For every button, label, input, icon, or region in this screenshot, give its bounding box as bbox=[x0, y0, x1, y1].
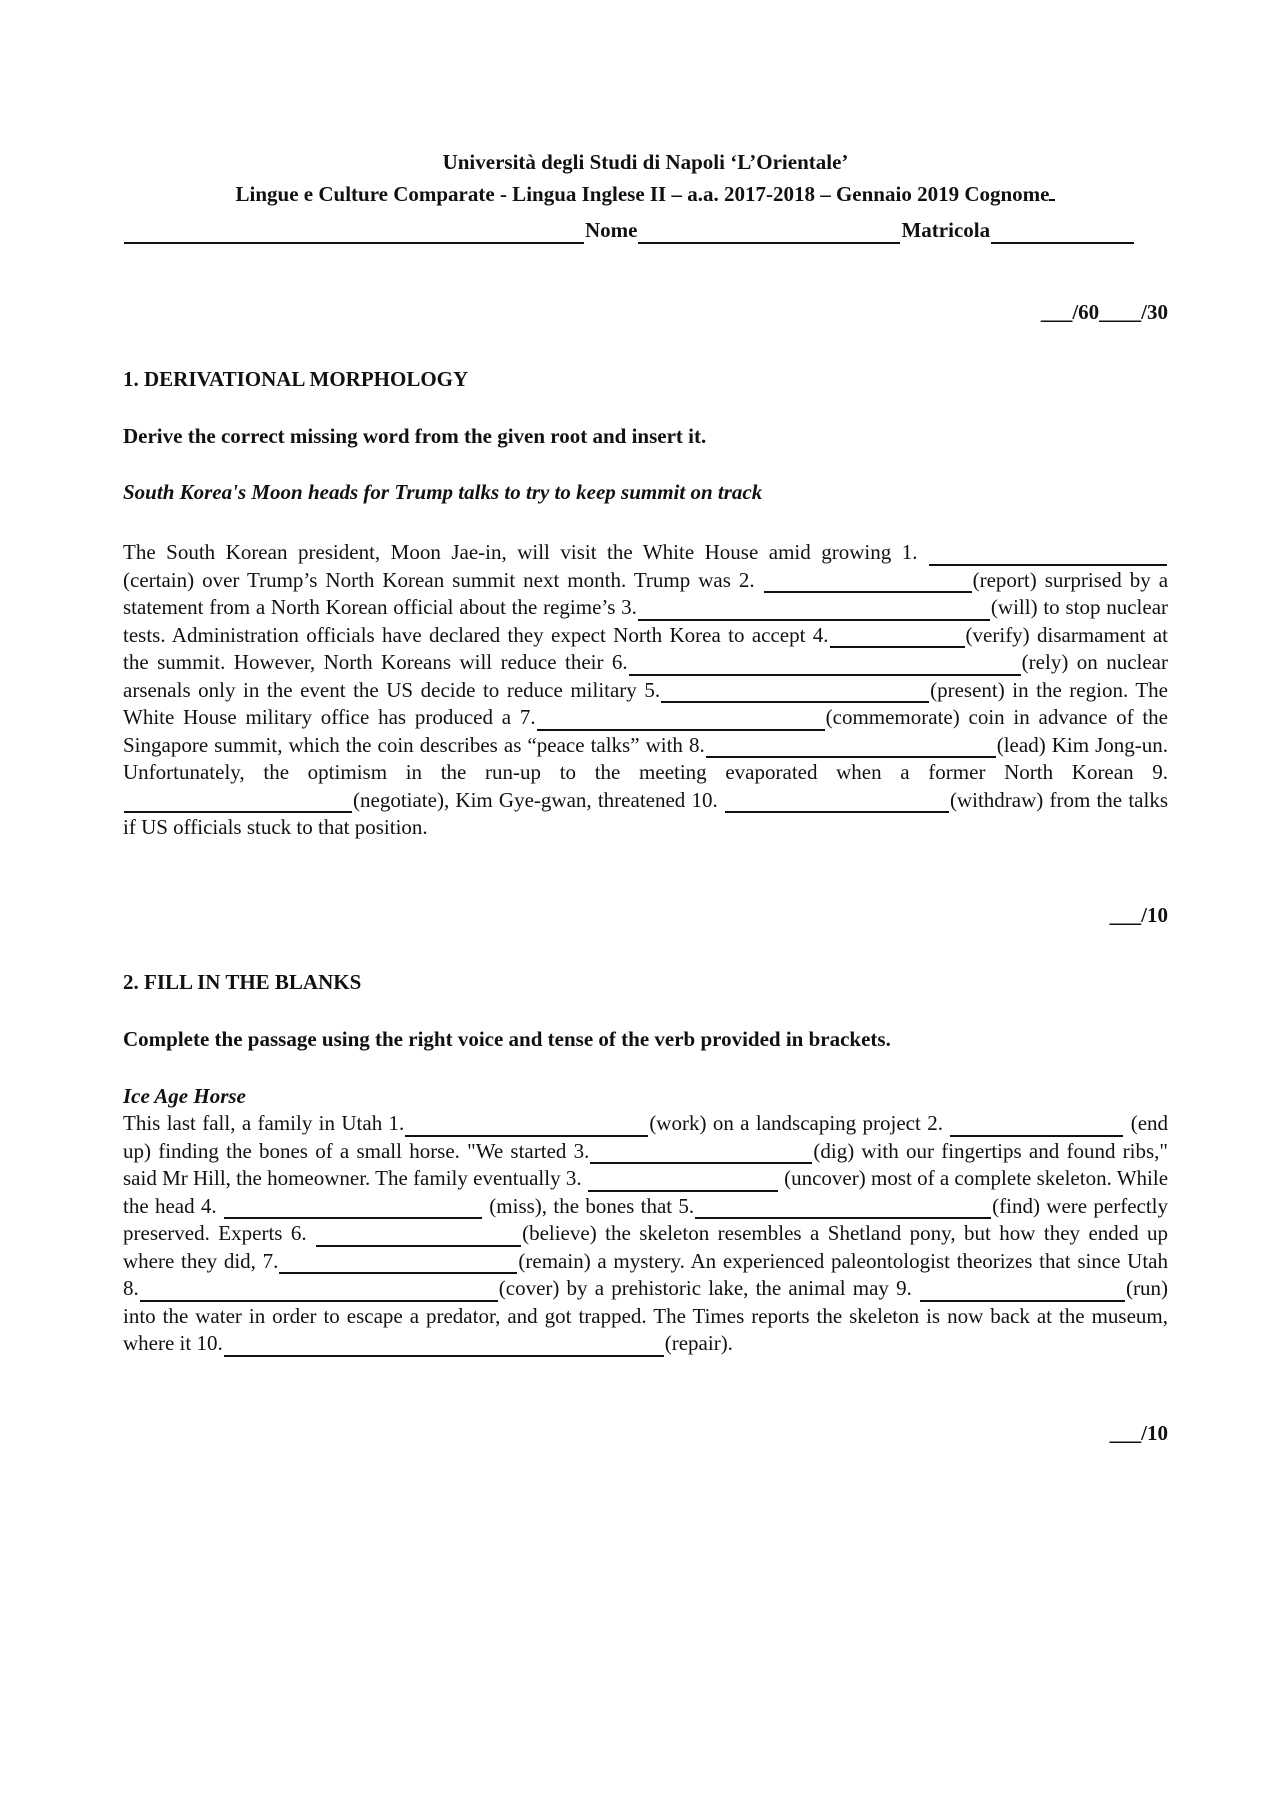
blank-6[interactable] bbox=[629, 654, 1021, 676]
passage-text: (report) surprised by a statement from a North Korean official about the regime’s 3. bbox=[123, 567, 1169, 619]
blank-10[interactable] bbox=[725, 791, 949, 813]
section1-title: 1. DERIVATIONAL MORPHOLOGY bbox=[123, 367, 469, 391]
nome-label: Nome bbox=[585, 218, 638, 242]
passage-text: (certain) over Trump’s North Korean summit next month. Trump was 2. bbox=[123, 567, 755, 592]
blank-1[interactable] bbox=[405, 1115, 648, 1137]
passage-text: (present) in the region. The White House military office has produced a 7. bbox=[123, 677, 1168, 729]
course-line-text: Lingue e Culture Comparate - Lingua Inglese II – a.a. 2017-2018 – Gennaio 2019 Cognome bbox=[235, 182, 1050, 206]
passage-text: (negotiate), Kim Gye-gwan, threatened 10. bbox=[353, 787, 718, 812]
blank-7[interactable] bbox=[537, 709, 825, 731]
passage-text: (find) were perfectly preserved. Experts 6. bbox=[123, 1193, 1169, 1245]
section2-title: 2. FILL IN THE BLANKS bbox=[123, 970, 362, 994]
blank-4[interactable] bbox=[830, 626, 965, 648]
blank-9[interactable] bbox=[124, 791, 352, 813]
section2-instruction: Complete the passage using the right voice and tense of the verb provided in brackets. bbox=[123, 1027, 891, 1051]
total-score: ___/60____/30 bbox=[1040, 300, 1168, 324]
student-info-line bbox=[123, 218, 1168, 244]
passage-text: (will) to stop nuclear tests. Administration officials have declared they expect North Korea to accept 4. bbox=[123, 595, 1169, 647]
passage-text: (withdraw) from the talks if US officials stuck to that position. bbox=[123, 787, 1168, 839]
passage-text: (lead) Kim Jong-un. Unfortunately, the optimism in the run-up to the meeting evaporated when a former North Korean 9. bbox=[123, 732, 1169, 784]
cognome-underline bbox=[1049, 178, 1055, 201]
blank-9[interactable] bbox=[920, 1280, 1125, 1302]
section1-passage bbox=[123, 539, 1168, 842]
matricola-label: Matricola bbox=[901, 218, 991, 242]
university-name: Università degli Studi di Napoli ‘L’Orientale’ bbox=[442, 150, 849, 174]
section1-subtitle: South Korea's Moon heads for Trump talks to try to keep summit on track bbox=[123, 480, 763, 504]
blank-3b[interactable] bbox=[588, 1170, 778, 1192]
passage-text: (cover) by a prehistoric lake, the animal may 9. bbox=[498, 1276, 912, 1300]
section2-passage bbox=[123, 1110, 1168, 1358]
blank-3[interactable] bbox=[590, 1142, 812, 1164]
course-line bbox=[123, 178, 1168, 207]
blank-10[interactable] bbox=[224, 1335, 664, 1357]
passage-text: (rely) on nuclear arsenals only in the event the US decide to reduce military 5. bbox=[123, 650, 1168, 702]
matricola-field[interactable] bbox=[991, 222, 1134, 244]
blank-2[interactable] bbox=[950, 1115, 1123, 1137]
blank-8[interactable] bbox=[140, 1280, 498, 1302]
passage-text: (believe) the skeleton resembles a Shetland pony, but how they ended up where they did, 7. bbox=[123, 1221, 1169, 1273]
nome-field[interactable] bbox=[638, 222, 900, 244]
blank-5[interactable] bbox=[661, 681, 929, 703]
passage-text: The South Korean president, Moon Jae-in, will visit the White House amid growing 1. bbox=[123, 540, 918, 564]
blank-4[interactable] bbox=[224, 1197, 482, 1219]
passage-text: (verify) disarmament at the summit. However, North Koreans will reduce their 6. bbox=[123, 622, 1168, 674]
blank-8[interactable] bbox=[706, 736, 996, 758]
section1-instruction: Derive the correct missing word from the given root and insert it. bbox=[123, 424, 707, 448]
section2-subtitle: Ice Age Horse bbox=[123, 1084, 246, 1108]
passage-text: (commemorate) coin in advance of the Singapore summit, which the coin describes as “peace talks” with 8. bbox=[123, 705, 1168, 757]
passage-text: (run) into the water in order to escape a predator, and got trapped. The Times reports the skeleton is now back at the museum, where it 10. bbox=[123, 1276, 1169, 1355]
section2-score: ___/10 bbox=[1109, 1421, 1168, 1445]
passage-text: This last fall, a family in Utah 1. bbox=[123, 1111, 405, 1135]
blank-7[interactable] bbox=[279, 1252, 517, 1274]
passage-text: (end up) finding the bones of a small horse. "We started 3. bbox=[123, 1111, 1169, 1163]
section1-score: ___/10 bbox=[1109, 903, 1168, 927]
passage-text: (uncover) most of a complete skeleton. While the head 4. bbox=[123, 1166, 1169, 1218]
cognome-field[interactable] bbox=[124, 222, 584, 244]
blank-6[interactable] bbox=[316, 1225, 521, 1247]
blank-2[interactable] bbox=[764, 571, 972, 593]
blank-3[interactable] bbox=[638, 599, 990, 621]
passage-text: (dig) with our fingertips and found ribs," said Mr Hill, the homeowner. The family eventually 3. bbox=[123, 1138, 1168, 1190]
passage-text: (repair). bbox=[664, 1331, 733, 1355]
blank-5[interactable] bbox=[695, 1197, 991, 1219]
passage-text: (remain) a mystery. An experienced paleontologist theorizes that since Utah 8. bbox=[123, 1248, 1168, 1300]
blank-1[interactable] bbox=[929, 544, 1167, 566]
passage-text: (miss), the bones that 5. bbox=[489, 1193, 695, 1218]
passage-text: (work) on a landscaping project 2. bbox=[649, 1111, 943, 1135]
